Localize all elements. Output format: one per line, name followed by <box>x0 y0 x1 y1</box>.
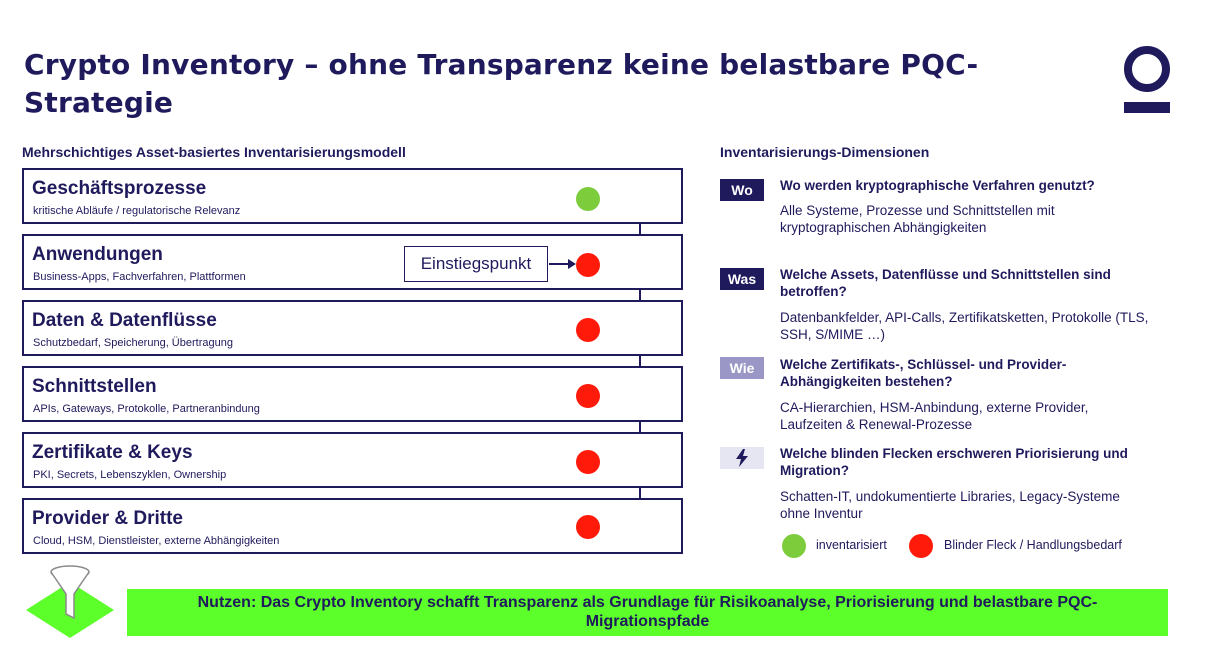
dimension-answer: Datenbankfelder, API-Calls, Zertifikatsketten, Protokolle (TLS, SSH, S/MIME …) <box>780 310 1149 342</box>
benefit-banner: Nutzen: Das Crypto Inventory schafft Transparenz als Grundlage für Risikoanalyse, Priorisierung und belastbare PQC-Migrationspfade <box>127 589 1168 636</box>
status-dot-red <box>576 253 600 277</box>
badge-wie: Wie <box>720 357 764 379</box>
logo-icon <box>1122 46 1170 114</box>
connector-line <box>639 224 641 234</box>
legend-label-blind-spot: Blinder Fleck / Handlungsbedarf <box>944 538 1122 552</box>
status-dot-red <box>576 318 600 342</box>
layer-title: Daten & Datenflüsse <box>32 310 217 331</box>
dimension-question: Wo werden kryptographische Verfahren genutzt? <box>780 178 1095 193</box>
layer-subtitle: kritische Abläufe / regulatorische Relevanz <box>33 205 241 217</box>
status-dot-red <box>576 384 600 408</box>
entry-point-label: Einstiegspunkt <box>404 246 548 282</box>
layer-geschaeftsprozesse <box>22 168 683 224</box>
layer-daten <box>22 300 683 356</box>
layer-subtitle: APIs, Gateways, Protokolle, Partneranbindung <box>33 403 260 415</box>
layer-subtitle: PKI, Secrets, Lebenszyklen, Ownership <box>33 469 227 481</box>
model-heading: Mehrschichtiges Asset-basiertes Inventarisierungsmodell <box>22 144 406 160</box>
badge-blind-spots <box>720 447 764 469</box>
layer-anwendungen <box>22 234 683 290</box>
layer-title: Schnittstellen <box>32 376 157 397</box>
status-dot-green <box>576 187 600 211</box>
layer-subtitle: Schutzbedarf, Speicherung, Übertragung <box>33 337 233 349</box>
legend-dot-red <box>909 534 933 558</box>
dimension-answer: CA-Hierarchien, HSM-Anbindung, externe Provider, Laufzeiten & Renewal-Prozesse <box>780 400 1089 432</box>
layer-subtitle: Cloud, HSM, Dienstleister, externe Abhängigkeiten <box>33 535 280 547</box>
layer-title: Geschäftsprozesse <box>32 178 207 199</box>
dimension-question: Welche Assets, Datenflüsse und Schnittstellen sind betroffen? <box>780 267 1111 299</box>
status-dot-red <box>576 450 600 474</box>
dimensions-heading: Inventarisierungs-Dimensionen <box>720 144 930 160</box>
layer-title: Anwendungen <box>32 244 163 265</box>
legend-label-inventarisiert: inventarisiert <box>816 538 887 552</box>
funnel-icon <box>24 562 116 640</box>
connector-line <box>639 290 641 300</box>
connector-line <box>639 422 641 432</box>
layer-provider <box>22 498 683 554</box>
layer-subtitle: Business-Apps, Fachverfahren, Plattformen <box>33 271 246 283</box>
layer-title: Provider & Dritte <box>32 508 183 529</box>
layer-zertifikate <box>22 432 683 488</box>
dimension-question: Welche Zertifikats-, Schlüssel- und Provider-Abhängigkeiten bestehen? <box>780 357 1067 389</box>
dimension-answer: Schatten-IT, undokumentierte Libraries, Legacy-Systeme ohne Inventur <box>780 489 1120 521</box>
badge-wo: Wo <box>720 179 764 201</box>
status-dot-red <box>576 515 600 539</box>
connector-line <box>639 356 641 366</box>
connector-line <box>639 488 641 498</box>
arrow-right-icon <box>549 257 577 271</box>
lightning-icon <box>735 449 749 467</box>
legend-dot-green <box>782 534 806 558</box>
page-title: Crypto Inventory – ohne Transparenz keine belastbare PQC-Strategie <box>24 48 979 119</box>
layer-title: Zertifikate & Keys <box>32 442 193 463</box>
badge-was: Was <box>720 268 764 290</box>
dimension-answer: Alle Systeme, Prozesse und Schnittstellen mit kryptographischen Abhängigkeiten <box>780 203 1055 235</box>
layer-schnittstellen <box>22 366 683 422</box>
dimension-question: Welche blinden Flecken erschweren Priorisierung und Migration? <box>780 446 1128 478</box>
